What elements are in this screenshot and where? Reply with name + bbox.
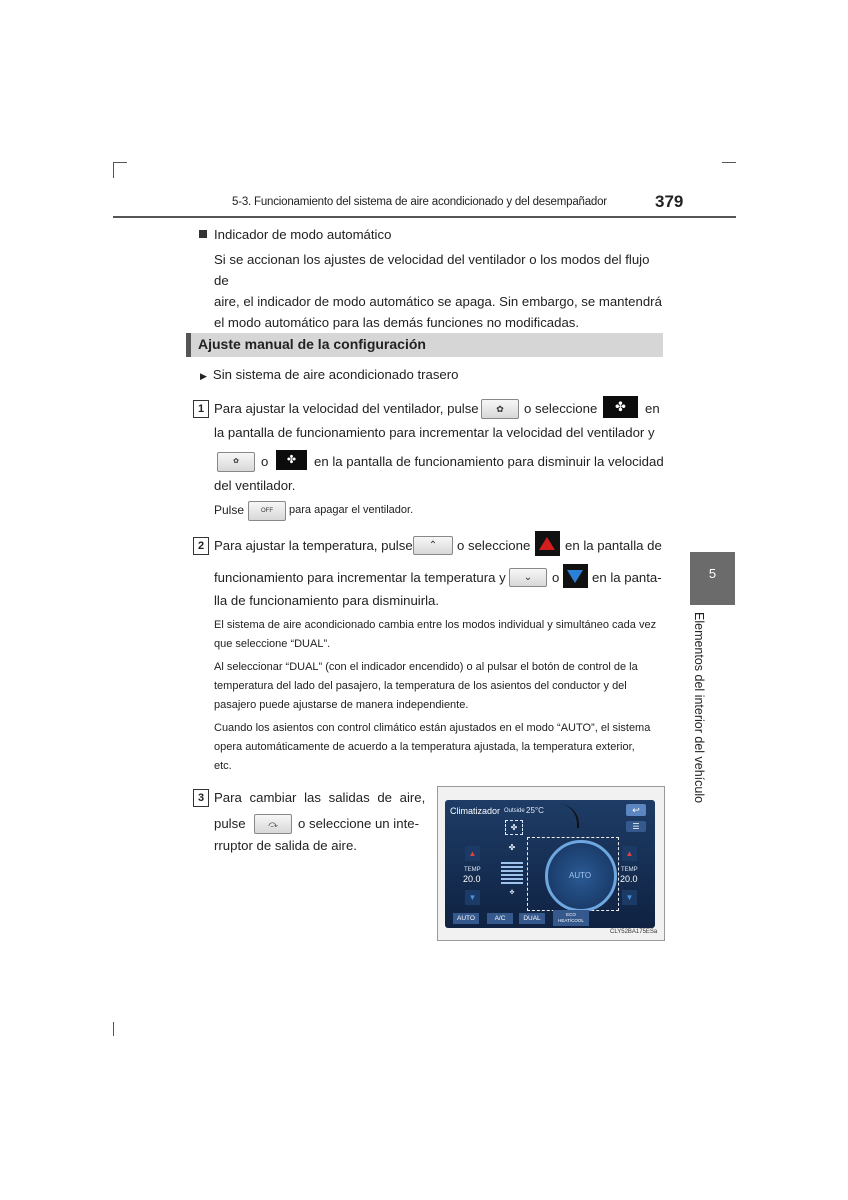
auto-indicator-heading: Indicador de modo automático <box>199 224 391 245</box>
fan-button-icon: ✿ <box>217 452 255 472</box>
climate-seat-note: Cuando los asientos con control climático están ajustados en el modo “AUTO”, el sistema opera automáticamente de acuerdo a la temperatura ajustada, la temperatura exterior, etc. <box>214 722 651 772</box>
running-header: 5-3. Funcionamiento del sistema de aire acondicionado y del desempañador <box>232 196 607 208</box>
screen-title: Climatizador <box>450 806 501 816</box>
step-number: 1 <box>193 400 209 418</box>
list-icon: ☰ <box>626 821 646 832</box>
step2-text: Para ajustar la temperatura, pulse <box>214 538 413 553</box>
outside-temp: 25°C <box>526 806 544 815</box>
figure-code: CLY52BA175ESa <box>610 929 658 935</box>
step1-text: en <box>645 401 660 416</box>
step3-text: o seleccione un inte- <box>298 816 419 831</box>
pointer-arrow-icon <box>559 804 579 828</box>
step1-text: Para ajustar la velocidad del ventilador, pulse <box>214 401 479 416</box>
step-number: 2 <box>193 537 209 555</box>
crop-mark <box>113 1022 114 1036</box>
step1-text: del ventilador. <box>214 478 296 493</box>
section-bar <box>186 333 663 357</box>
fan-button-icon: ✿ <box>481 399 519 419</box>
triangle-bullet-icon: ▶ <box>200 371 207 381</box>
step1-text: en la pantalla de funcionamiento para disminuir la velocidad <box>314 454 664 469</box>
temp-down-screen-icon: ▼ <box>622 890 637 905</box>
step1-text: o <box>261 454 269 469</box>
temp-up-screen-icon: ▲ <box>622 846 637 861</box>
page-number: 379 <box>655 192 684 211</box>
fan-speed-up-icon: ✤ <box>508 843 516 852</box>
temp-down-screen-icon: ▼ <box>465 890 480 905</box>
header-rule <box>113 216 736 218</box>
off-note: Pulse <box>214 503 245 517</box>
step-number: 3 <box>193 789 209 807</box>
back-icon: ↩ <box>626 804 646 816</box>
fan-speed-down-icon: ✤ <box>509 890 515 896</box>
step2-text: o <box>552 570 560 585</box>
fan-screen-icon: ✤ <box>505 820 523 835</box>
crop-mark <box>722 162 736 163</box>
dual-button[interactable]: DUAL <box>519 913 545 924</box>
step2-text: o seleccione <box>457 538 531 553</box>
chapter-tab: 5 <box>690 552 735 605</box>
outside-label: Outside <box>504 808 525 814</box>
temp-up-screen-icon <box>535 531 560 556</box>
right-temp: 20.0 <box>620 874 638 884</box>
step2-text: lla de funcionamiento para disminuirla. <box>214 593 440 608</box>
center-mode: AUTO <box>569 871 592 880</box>
subnote: ▶ Sin sistema de aire acondicionado trasero <box>200 367 459 382</box>
step3-text: Para cambiar las salidas de aire, <box>214 790 426 805</box>
dual-note: El sistema de aire acondicionado cambia entre los modos individual y simultáneo cada vez que seleccione “DUAL”. <box>214 619 657 650</box>
fan-off-button-icon: OFF <box>248 501 286 521</box>
section-title: Ajuste manual de la configuración <box>198 336 426 352</box>
step2-text: funcionamiento para incrementar la temperatura y <box>214 570 506 585</box>
left-temp: 20.0 <box>463 874 481 884</box>
temp-up-screen-icon: ▲ <box>465 846 480 861</box>
temp-down-screen-icon <box>563 564 588 588</box>
fan-screen-icon: ✤ <box>603 396 638 418</box>
temp-label-right: TEMP <box>621 867 638 873</box>
temp-up-button-icon: ⌃ <box>413 536 453 555</box>
temp-label-left: TEMP <box>464 867 481 873</box>
auto-indicator-paragraph: Si se accionan los ajustes de velocidad del ventilador o los modos del flujo de aire, el indicador de modo automático se apaga. Sin embargo, se mantendrá el modo automático para las demás funciones no modificadas. <box>214 252 662 330</box>
air-flow-circle <box>545 840 617 912</box>
crop-mark <box>113 162 127 163</box>
step1-text: o seleccione <box>524 401 598 416</box>
fan-speed-bars <box>501 862 523 884</box>
chapter-title-vertical: Elementos del interior del vehículo <box>692 612 706 804</box>
auto-button[interactable]: AUTO <box>453 913 479 924</box>
climate-screen <box>445 800 655 928</box>
step2-text: en la panta- <box>592 570 662 585</box>
crop-mark <box>113 162 114 178</box>
off-note: para apagar el ventilador. <box>289 504 414 516</box>
dual-independent-note: Al seleccionar “DUAL” (con el indicador encendido) o al pulsar el botón de control de la temperatura del lado del pasajero, la temperatura de los asientos del conductor y del pasajero puede ajustarse de manera independiente. <box>214 661 638 711</box>
eco-button[interactable]: ECO HEAT/COOL <box>553 910 589 926</box>
fan-screen-icon: ✤ <box>276 450 307 470</box>
step2-text: en la pantalla de <box>565 538 662 553</box>
square-bullet-icon <box>199 230 207 238</box>
air-outlet-button-icon: ⤼ <box>254 814 292 834</box>
temp-down-button-icon: ⌄ <box>509 568 547 587</box>
ac-button[interactable]: A/C <box>487 913 513 924</box>
step1-text: la pantalla de funcionamiento para incrementar la velocidad del ventilador y <box>214 425 655 440</box>
step3-text: rruptor de salida de aire. <box>214 838 357 853</box>
step3-text: pulse <box>214 816 246 831</box>
